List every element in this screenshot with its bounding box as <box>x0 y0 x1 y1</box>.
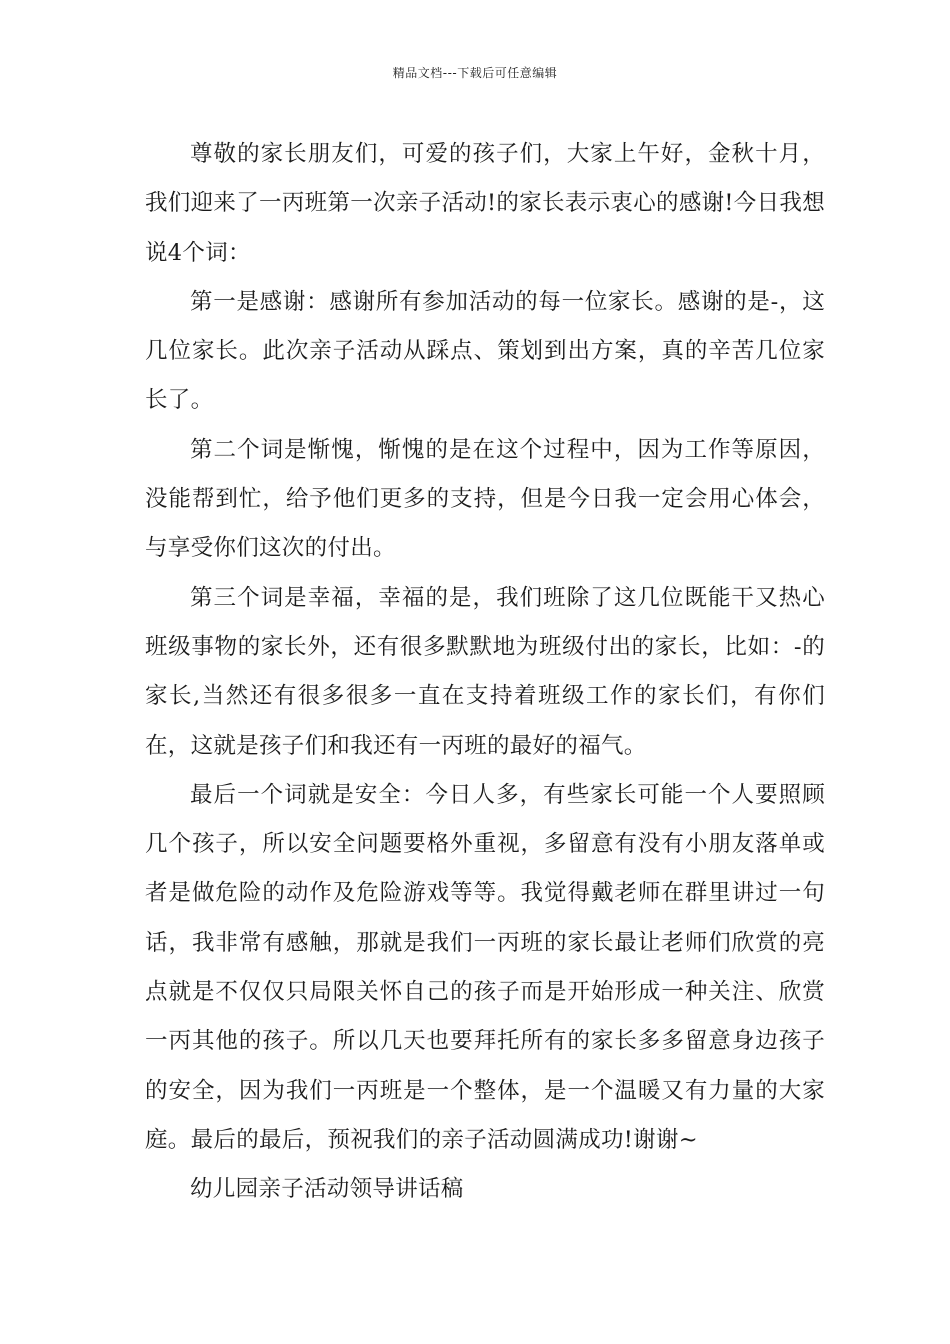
paragraph-thanks: 第一是感谢：感谢所有参加活动的每一位家长。感谢的是-，这几位家长。此次亲子活动从踩点、策划到出方案，真的辛苦几位家长了。 <box>145 288 825 414</box>
closing-title: 幼儿园亲子活动领导讲话稿 <box>190 1176 464 1203</box>
paragraph-ashamed: 第二个词是惭愧，惭愧的是在这个过程中，因为工作等原因，没能帮到忙，给予他们更多的支持，但是今日我一定会用心体会，与享受你们这次的付出。 <box>145 436 825 562</box>
paragraph-happiness: 第三个词是幸福，幸福的是，我们班除了这几位既能干又热心班级事物的家长外，还有很多默默地为班级付出的家长，比如：-的家长,当然还有很多很多一直在支持着班级工作的家长们，有你们在，这就是孩子们和我还有一丙班的最好的福气。 <box>145 584 825 759</box>
paragraph-safety: 最后一个词就是安全：今日人多，有些家长可能一个人要照顾几个孩子，所以安全问题要格外重视，多留意有没有小朋友落单或者是做危险的动作及危险游戏等等。我觉得戴老师在群里讲过一句话，我非常有感触，那就是我们一丙班的家长最让老师们欣赏的亮点就是不仅仅只局限关怀自己的孩子而是开始形成一种关注、欣赏一丙其他的孩子。所以几天也要拜托所有的家长多多留意身边孩子的安全，因为我们一丙班是一个整体，是一个温暖又有力量的大家庭。最后的最后，预祝我们的亲子活动圆满成功!谢谢~ <box>145 781 825 1153</box>
page-header: 精品文档---下载后可任意编辑 <box>392 66 558 80</box>
document-body <box>145 130 825 1215</box>
paragraph-intro: 尊敬的家长朋友们，可爱的孩子们，大家上午好，金秋十月，我们迎来了一丙班第一次亲子活动!的家长表示衷心的感谢!今日我想说4个词： <box>145 141 825 266</box>
